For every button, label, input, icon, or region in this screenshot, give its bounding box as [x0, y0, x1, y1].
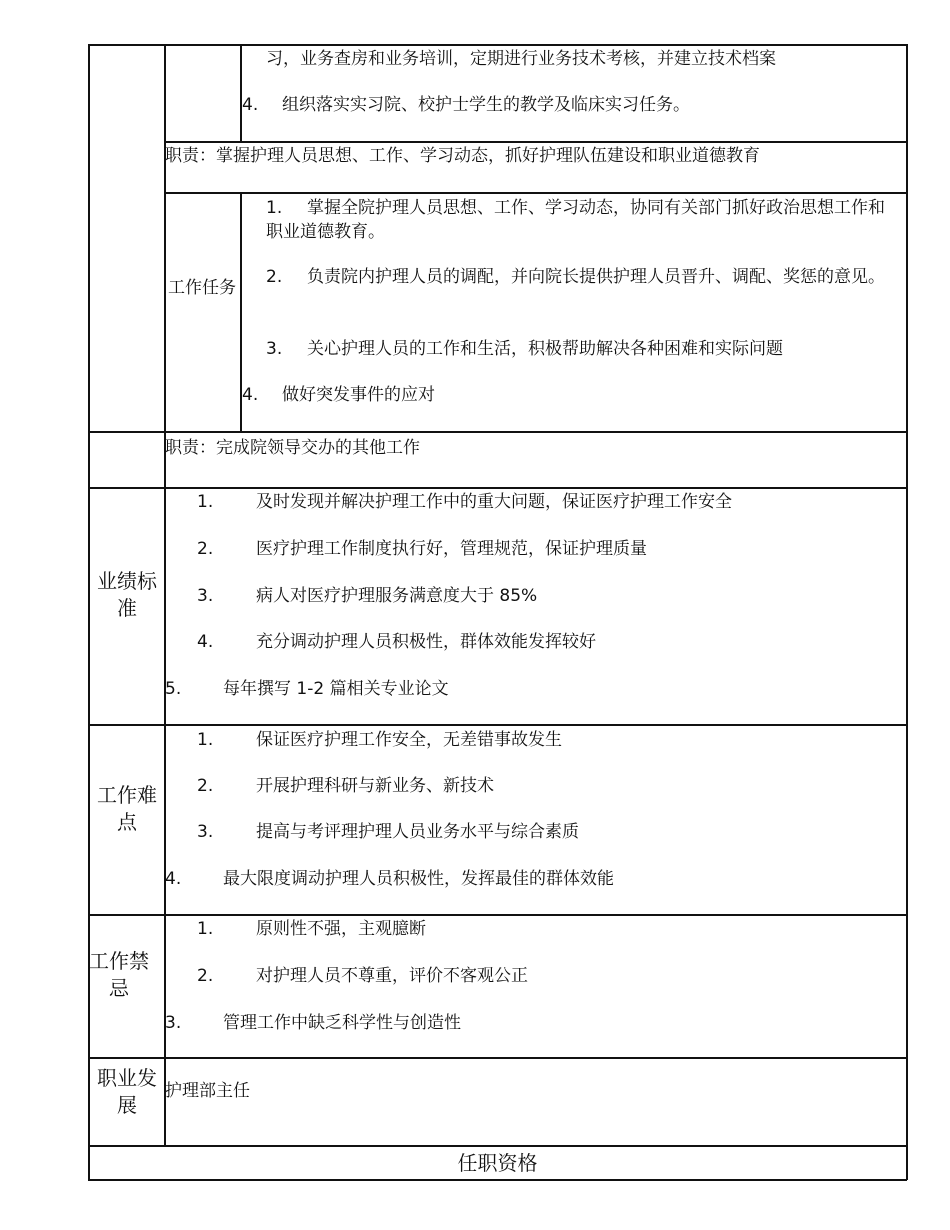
- duty-text: 职责：掌握护理人员思想、工作、学习动态，抓好护理队伍建设和职业道德教育: [165, 146, 760, 166]
- performance-item: 每年撰写 1-2 篇相关专业论文: [223, 679, 449, 699]
- label-column-divider: [164, 44, 166, 1146]
- difficulty-item: 保证医疗护理工作安全，无差错事故发生: [256, 730, 562, 750]
- table-border-top: [88, 44, 907, 46]
- list-number: 4.: [242, 385, 259, 405]
- performance-item: 医疗护理工作制度执行好，管理规范，保证护理质量: [256, 539, 647, 559]
- row-divider: [88, 487, 907, 489]
- list-number: 2.: [197, 776, 214, 796]
- list-number: 1.: [266, 198, 283, 218]
- row-divider: [88, 1145, 907, 1147]
- list-number: 3.: [165, 1013, 182, 1033]
- list-number: 5.: [165, 679, 182, 699]
- task-label: 工作任务: [168, 278, 236, 298]
- list-number: 2.: [197, 539, 214, 559]
- table-border-right: [906, 44, 908, 1180]
- duty-text: 职责：完成院领导交办的其他工作: [165, 438, 420, 458]
- performance-item: 及时发现并解决护理工作中的重大问题，保证医疗护理工作安全: [256, 492, 732, 512]
- performance-label: 业绩标准: [97, 569, 157, 620]
- list-number: 2.: [266, 267, 283, 287]
- difficulty-item: 最大限度调动护理人员积极性，发挥最佳的群体效能: [223, 869, 614, 889]
- list-number: 1.: [197, 492, 214, 512]
- qualification-header: 任职资格: [457, 1151, 538, 1175]
- task-text: 组织落实实习院、校护士学生的教学及临床实习任务。: [282, 95, 690, 115]
- list-number: 1.: [197, 919, 214, 939]
- taboo-item: 管理工作中缺乏科学性与创造性: [223, 1013, 461, 1033]
- list-number: 4.: [197, 632, 214, 652]
- career-value: 护理部主任: [165, 1081, 250, 1101]
- career-label: 职业发展: [97, 1066, 157, 1117]
- difficulty-item: 开展护理科研与新业务、新技术: [256, 776, 494, 796]
- task-text-continued: 习，业务查房和业务培训，定期进行业务技术考核，并建立技术档案: [266, 49, 776, 69]
- row-divider: [88, 1057, 907, 1059]
- list-number: 4.: [242, 95, 259, 115]
- row-divider: [164, 141, 907, 143]
- table-border-bottom: [88, 1179, 907, 1181]
- taboo-item: 原则性不强，主观臆断: [256, 919, 426, 939]
- difficulty-item: 提高与考评理护理人员业务水平与综合素质: [256, 822, 579, 842]
- taboo-item: 对护理人员不尊重，评价不客观公正: [256, 966, 528, 986]
- list-number: 4.: [165, 869, 182, 889]
- row-divider: [88, 431, 907, 433]
- task-text: 负责院内护理人员的调配，并向院长提供护理人员晋升、调配、奖惩的意见。: [307, 267, 885, 287]
- task-text: 做好突发事件的应对: [282, 385, 435, 405]
- list-number: 3.: [266, 339, 283, 359]
- list-number: 3.: [197, 822, 214, 842]
- performance-item: 充分调动护理人员积极性，群体效能发挥较好: [256, 632, 596, 652]
- list-number: 3.: [197, 586, 214, 606]
- task-text: 掌握全院护理人员思想、工作、学习动态，协同有关部门抓好政治思想工作和职业道德教育。: [266, 198, 885, 242]
- difficulties-label: 工作难点: [97, 783, 157, 834]
- row-divider: [88, 724, 907, 726]
- list-number: 2.: [197, 966, 214, 986]
- task-text: 关心护理人员的工作和生活，积极帮助解决各种困难和实际问题: [307, 339, 783, 359]
- performance-item: 病人对医疗护理服务满意度大于 85%: [256, 586, 538, 606]
- row-divider: [88, 914, 907, 916]
- row-divider: [164, 192, 907, 194]
- taboos-label: 工作禁忌: [89, 949, 149, 1000]
- list-number: 1.: [197, 730, 214, 750]
